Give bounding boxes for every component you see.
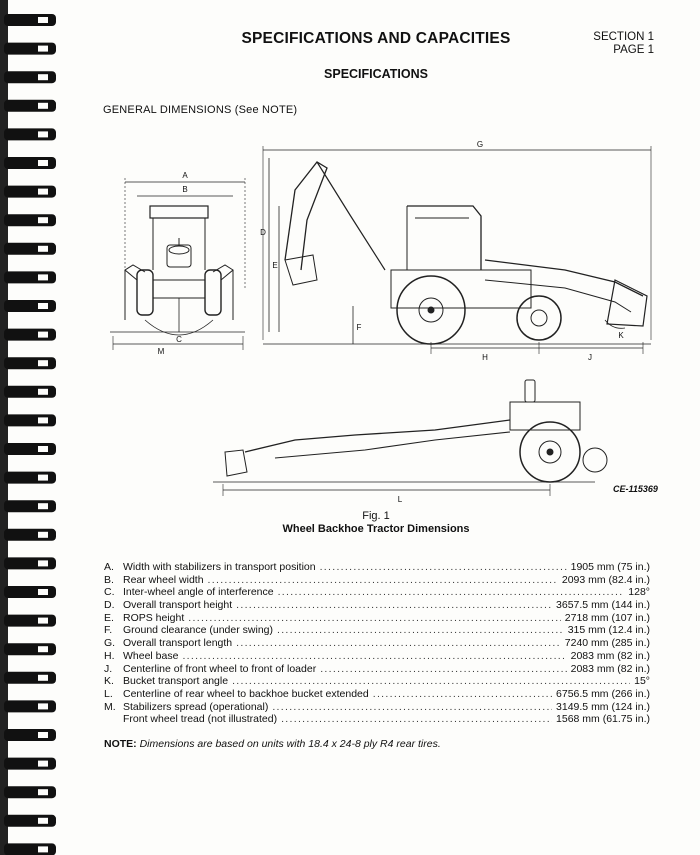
binding-hole bbox=[38, 332, 48, 338]
binding-coil bbox=[4, 815, 56, 827]
binding-coil bbox=[4, 700, 56, 712]
specifications-list bbox=[104, 561, 650, 726]
binding-hole bbox=[38, 761, 48, 767]
general-dimensions-heading: GENERAL DIMENSIONS (See NOTE) bbox=[103, 104, 298, 116]
spec-letter: H. bbox=[104, 649, 115, 662]
note bbox=[104, 738, 441, 750]
binding-hole bbox=[38, 846, 48, 852]
binding-coil bbox=[4, 414, 56, 426]
dimension-letters bbox=[158, 140, 625, 504]
dimension-label-b: B bbox=[182, 185, 188, 194]
binding-coil bbox=[4, 357, 56, 369]
spec-value: 2093 mm (82.4 in.) bbox=[561, 573, 650, 586]
spec-value: 128° bbox=[628, 586, 650, 599]
binding-coil bbox=[4, 672, 56, 684]
binding-hole bbox=[38, 589, 48, 595]
spec-value: 2083 mm (82 in.) bbox=[570, 649, 650, 662]
spec-letter: M. bbox=[104, 700, 116, 713]
spec-letter: K. bbox=[104, 675, 114, 688]
spec-row bbox=[104, 713, 650, 726]
dimension-label-e: E bbox=[272, 261, 278, 270]
binding-coil bbox=[4, 615, 56, 627]
binding-hole bbox=[38, 246, 48, 252]
binding-hole bbox=[38, 274, 48, 280]
binding-hole bbox=[38, 389, 48, 395]
dot-leader bbox=[236, 637, 561, 649]
binding-coil bbox=[4, 472, 56, 484]
spec-row bbox=[104, 561, 650, 574]
spec-value: 6756.5 mm (266 in.) bbox=[556, 687, 650, 700]
spec-letter: B. bbox=[104, 573, 114, 586]
dot-leader bbox=[373, 688, 552, 700]
binding-hole bbox=[38, 417, 48, 423]
binding-hole bbox=[38, 732, 48, 738]
spec-label: Stabilizers spread (operational) bbox=[123, 700, 269, 713]
dot-leader bbox=[281, 713, 552, 725]
binding-hole bbox=[38, 703, 48, 709]
figure-label: Fig. 1 bbox=[362, 510, 390, 522]
binding-hole bbox=[38, 160, 48, 166]
binding-coil bbox=[4, 128, 56, 140]
spec-row bbox=[104, 599, 650, 612]
spec-label: Rear wheel width bbox=[123, 573, 204, 586]
note-text: Dimensions are based on units with 18.4 x 24-8 ply R4 rear tires. bbox=[139, 738, 441, 750]
dimension-label-k: K bbox=[618, 331, 624, 340]
dot-leader bbox=[278, 586, 625, 598]
spec-row bbox=[104, 663, 650, 676]
spec-value: 2718 mm (107 in.) bbox=[564, 611, 650, 624]
spec-row bbox=[104, 650, 650, 663]
spec-row bbox=[104, 586, 650, 599]
spec-label: Centerline of front wheel to front of loader bbox=[123, 662, 317, 675]
backhoe-dimension-drawing bbox=[95, 120, 665, 505]
spec-label: Overall transport height bbox=[123, 599, 233, 612]
binding-hole bbox=[38, 17, 48, 23]
spiral-binding bbox=[0, 0, 62, 855]
binding-hole bbox=[38, 131, 48, 137]
dimension-label-l: L bbox=[397, 495, 403, 504]
dot-leader bbox=[188, 612, 560, 624]
binding-hole bbox=[38, 789, 48, 795]
binding-coil bbox=[4, 443, 56, 455]
spec-label: Inter-wheel angle of interference bbox=[123, 586, 274, 599]
dot-leader bbox=[320, 663, 566, 675]
spec-row bbox=[104, 574, 650, 587]
figure-caption-block bbox=[0, 510, 700, 536]
dimension-label-d: D bbox=[260, 228, 266, 237]
spec-row bbox=[104, 637, 650, 650]
binding-hole bbox=[38, 560, 48, 566]
spec-letter: C. bbox=[104, 586, 115, 599]
spec-value: 7240 mm (285 in.) bbox=[564, 637, 650, 650]
spec-label: Centerline of rear wheel to backhoe bucket extended bbox=[123, 687, 369, 700]
spec-value: 2083 mm (82 in.) bbox=[570, 662, 650, 675]
dimension-label-a: A bbox=[182, 171, 188, 180]
spec-value: 15° bbox=[634, 675, 650, 688]
figure-caption: Wheel Backhoe Tractor Dimensions bbox=[282, 523, 470, 535]
binding-hole bbox=[38, 217, 48, 223]
spec-label: Overall transport length bbox=[123, 637, 233, 650]
spec-value: 3657.5 mm (144 in.) bbox=[556, 599, 650, 612]
spec-letter: L. bbox=[104, 687, 113, 700]
binding-coil bbox=[4, 14, 56, 26]
note-label: NOTE: bbox=[104, 738, 137, 750]
binding-hole bbox=[38, 818, 48, 824]
section-number: SECTION 1 bbox=[593, 31, 654, 43]
spec-row bbox=[104, 701, 650, 714]
binding-coil bbox=[4, 300, 56, 312]
spec-value: 3149.5 mm (124 in.) bbox=[556, 700, 650, 713]
binding-hole bbox=[38, 446, 48, 452]
side-view-drawing bbox=[263, 146, 651, 354]
binding-coil bbox=[4, 758, 56, 770]
spec-letter: D. bbox=[104, 599, 115, 612]
binding-coil bbox=[4, 157, 56, 169]
dot-leader bbox=[277, 624, 564, 636]
binding-hole bbox=[38, 675, 48, 681]
binding-hole bbox=[38, 189, 48, 195]
dimension-label-g: G bbox=[476, 140, 484, 149]
binding-coil bbox=[4, 786, 56, 798]
spec-label: Width with stabilizers in transport position bbox=[123, 561, 316, 573]
subtitle: SPECIFICATIONS bbox=[324, 67, 428, 81]
binding-coil bbox=[4, 214, 56, 226]
binding-coil bbox=[4, 243, 56, 255]
spec-letter: A. bbox=[104, 561, 114, 573]
binding-hole bbox=[38, 303, 48, 309]
binding-coil bbox=[4, 386, 56, 398]
spec-label: Ground clearance (under swing) bbox=[123, 624, 273, 637]
binding-coil bbox=[4, 271, 56, 283]
spec-letter: J. bbox=[104, 662, 113, 675]
binding-coil bbox=[4, 586, 56, 598]
front-view-drawing bbox=[110, 178, 245, 350]
binding-hole bbox=[38, 503, 48, 509]
spec-row bbox=[104, 612, 650, 625]
drawing-code: CE-115369 bbox=[613, 484, 658, 494]
binding-coil bbox=[4, 100, 56, 112]
spec-row bbox=[104, 675, 650, 688]
dot-leader bbox=[236, 599, 552, 611]
spec-row bbox=[104, 688, 650, 701]
binding-coil bbox=[4, 843, 56, 855]
spec-label: ROPS height bbox=[123, 611, 185, 624]
dot-leader bbox=[232, 675, 630, 687]
section-label bbox=[593, 31, 654, 57]
binding-coil bbox=[4, 557, 56, 569]
spec-row bbox=[104, 624, 650, 637]
spec-letter: G. bbox=[104, 637, 116, 650]
dimension-label-m: M bbox=[157, 347, 165, 356]
binding-hole bbox=[38, 360, 48, 366]
dot-leader bbox=[320, 561, 567, 573]
binding-hole bbox=[38, 618, 48, 624]
dot-leader bbox=[182, 650, 566, 662]
dot-leader bbox=[208, 574, 558, 586]
binding-hole bbox=[38, 475, 48, 481]
extended-backhoe-drawing bbox=[213, 380, 607, 496]
binding-coil bbox=[4, 186, 56, 198]
dimension-label-f: F bbox=[356, 323, 362, 332]
binding-coil bbox=[4, 643, 56, 655]
spec-letter: E. bbox=[104, 611, 114, 624]
binding-hole bbox=[38, 646, 48, 652]
spec-value: 1905 mm (75 in.) bbox=[570, 561, 650, 573]
binding-hole bbox=[38, 103, 48, 109]
spec-label: Wheel base bbox=[123, 649, 179, 662]
spec-value: 1568 mm (61.75 in.) bbox=[556, 713, 650, 726]
spec-letter: F. bbox=[104, 624, 113, 637]
dimension-label-c: C bbox=[176, 335, 182, 344]
binding-coil bbox=[4, 729, 56, 741]
spec-label: Bucket transport angle bbox=[123, 675, 229, 688]
spec-label: Front wheel tread (not illustrated) bbox=[123, 713, 278, 726]
page-title: SPECIFICATIONS AND CAPACITIES bbox=[241, 30, 511, 47]
dot-leader bbox=[272, 701, 552, 713]
dimension-label-j: J bbox=[588, 353, 592, 362]
spec-value: 315 mm (12.4 in.) bbox=[567, 624, 650, 637]
binding-coil bbox=[4, 329, 56, 341]
page-number: PAGE 1 bbox=[613, 44, 654, 56]
dimension-label-h: H bbox=[482, 353, 488, 362]
